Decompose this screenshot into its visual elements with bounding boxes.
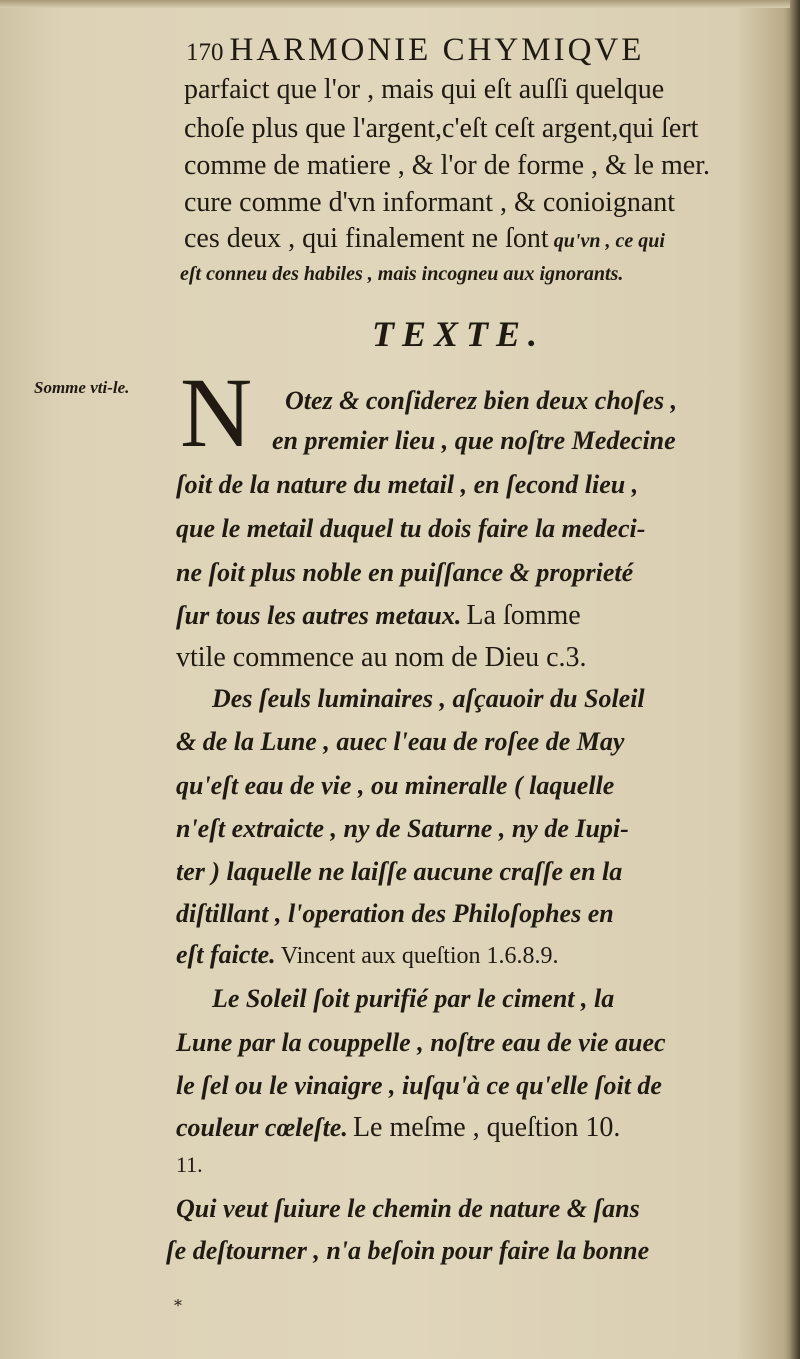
text-line-6-roman: La ſomme — [466, 600, 581, 631]
margin-note: Somme vti-le. — [34, 378, 130, 397]
text-line-11: n'eſt extraicte , ny de Saturne , ny de Iupi- — [176, 814, 629, 843]
running-title: HARMONIE CHYMIQVE — [229, 32, 645, 68]
section-title: TEXTE. — [372, 314, 546, 354]
footer-mark: * — [174, 1296, 182, 1315]
text-line-3: ſoit de la nature du metail , en ſecond lieu , — [176, 470, 639, 499]
text-line-7: vtile commence au nom de Dieu c.3. — [176, 642, 587, 673]
text-line-1: Otez & conſiderez bien deux choſes , — [285, 386, 678, 415]
text-line-21: ſe deſtourner , n'a beſoin pour faire la bonne — [166, 1236, 650, 1265]
text-line-14 — [176, 942, 559, 968]
text-line-10: qu'eſt eau de vie , ou mineralle ( laquelle — [176, 771, 615, 800]
text-line-6-italic: ſur tous les autres metaux. — [176, 601, 462, 630]
text-line-13: diſtillant , l'operation des Philoſophes en — [176, 899, 614, 928]
text-line-18-italic: couleur cœleſte. — [176, 1113, 348, 1142]
commentary-line-3: comme de matiere , & l'or de forme , & le mer. — [184, 150, 710, 181]
commentary-line-2: choſe plus que l'argent,c'eſt ceſt argent,qui ſert — [184, 113, 699, 144]
text-line-12: ter ) laquelle ne laiſſe aucune craſſe en la — [176, 857, 623, 886]
text-line-15: Le Soleil ſoit purifié par le ciment , la — [212, 984, 615, 1013]
text-line-19: 11. — [176, 1152, 203, 1177]
commentary-line-5-italic: qu'vn , ce qui — [553, 230, 665, 252]
drop-cap: N — [180, 357, 253, 468]
running-header — [186, 34, 644, 67]
text-line-18-roman: Le meſme , queſtion 10. — [352, 1112, 621, 1143]
commentary-line-5 — [184, 225, 665, 253]
text-line-18 — [176, 1114, 620, 1142]
commentary-line-6: eſt conneu des habiles , mais incogneu aux ignorants. — [180, 263, 624, 285]
text-line-16: Lune par la couppelle , noſtre eau de vie auec — [176, 1028, 666, 1057]
page-binding-edge — [790, 0, 800, 1359]
commentary-line-4: cure comme d'vn informant , & conioignant — [184, 187, 676, 218]
text-line-14-italic: eſt faicte. — [176, 940, 276, 969]
commentary-line-5-roman: ces deux , qui finalement ne ſont — [184, 223, 549, 254]
text-line-14-roman: Vincent aux queſtion 1.6.8.9. — [280, 943, 559, 969]
page-top-edge — [0, 0, 800, 8]
text-line-8: Des ſeuls luminaires , aſçauoir du Soleil — [212, 684, 645, 713]
text-line-5: ne ſoit plus noble en puiſſance & proprieté — [176, 558, 634, 587]
text-line-17: le ſel ou le vinaigre , iuſqu'à ce qu'elle ſoit de — [176, 1071, 662, 1100]
text-line-4: que le metail duquel tu dois faire la medeci- — [176, 514, 646, 543]
text-line-6 — [176, 602, 581, 630]
text-line-9: & de la Lune , auec l'eau de roſee de May — [176, 727, 625, 756]
page-number: 170 — [186, 39, 224, 66]
text-line-20: Qui veut ſuiure le chemin de nature & ſans — [176, 1194, 640, 1223]
text-line-2: en premier lieu , que noſtre Medecine — [272, 426, 676, 455]
commentary-line-1: parfaict que l'or , mais qui eſt auſſi quelque — [184, 74, 665, 105]
